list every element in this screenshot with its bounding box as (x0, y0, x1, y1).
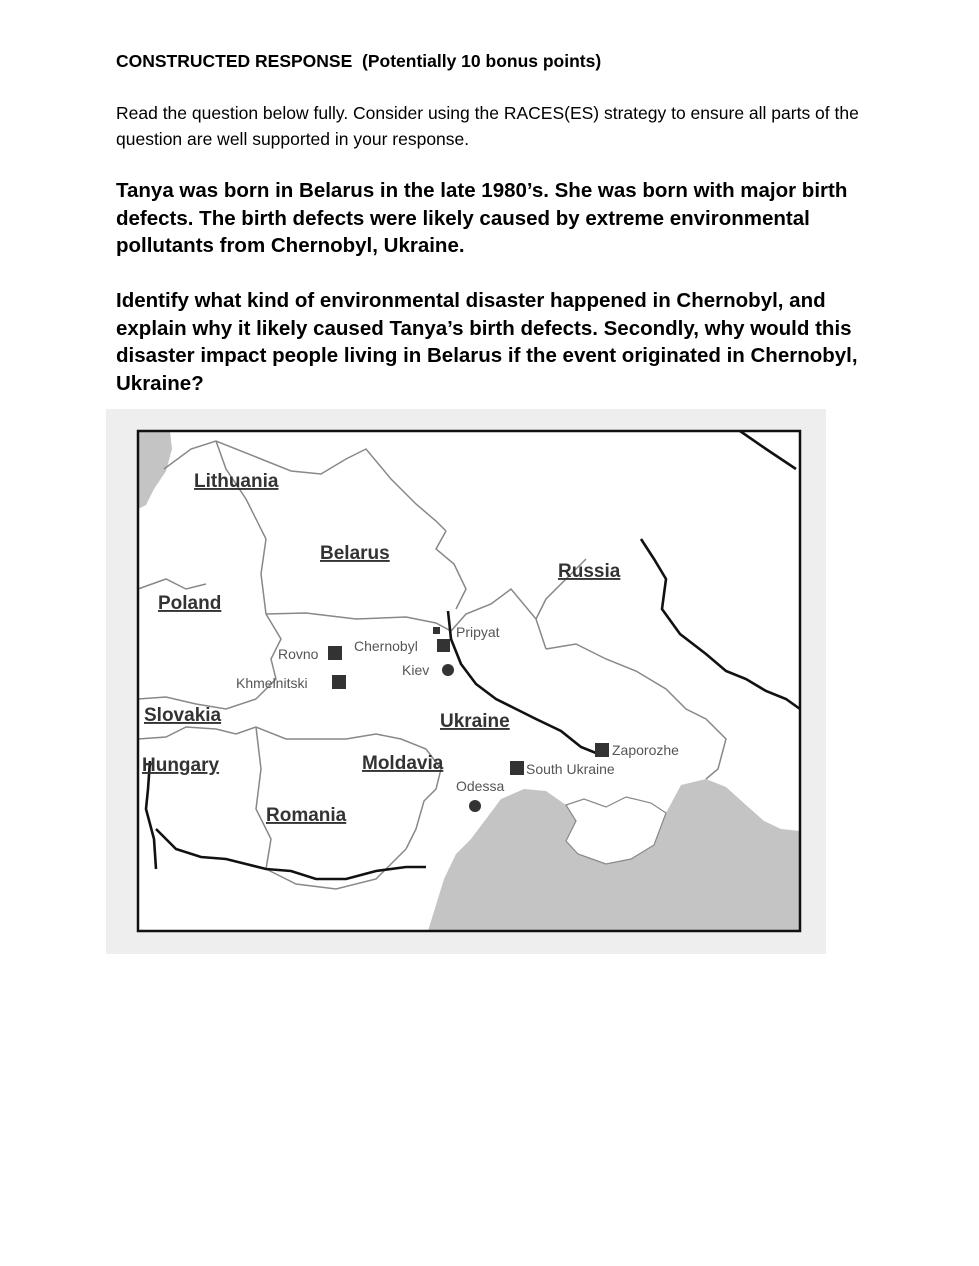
label-romania: Romania (266, 805, 347, 826)
question-scenario: Tanya was born in Belarus in the late 1980’s. She was born with major birth defects. The birth defects were likely caused by extreme environmental pollutants from Chernobyl, Ukraine. (116, 179, 848, 257)
label-chernobyl: Chernobyl (354, 638, 418, 654)
zaporozhe-marker (595, 743, 609, 757)
label-belarus: Belarus (320, 543, 390, 564)
map-svg (106, 409, 826, 954)
label-russia: Russia (558, 561, 621, 582)
question-prompt: Identify what kind of environmental disaster happened in Chernobyl, and explain why it likely caused Tanya’s birth defects. Secondly, why would this disaster impact people living in Belarus if the event originated in Chernobyl, Ukraine? (116, 289, 858, 395)
instructions-text: Read the question below fully. Consider using the RACES(ES) strategy to ensure all parts of the question are well supported in your response. (116, 103, 859, 149)
label-poland: Poland (158, 593, 222, 614)
map-figure (106, 409, 826, 954)
label-pripyat: Pripyat (456, 624, 500, 640)
kiev-marker (442, 664, 454, 676)
label-lithuania: Lithuania (194, 471, 279, 492)
pripyat-marker (433, 627, 440, 634)
label-south-ukraine: South Ukraine (526, 761, 615, 777)
label-khmelnitski: Khmelnitski (236, 675, 308, 691)
label-zaporozhe: Zaporozhe (612, 742, 679, 758)
label-hungary: Hungary (142, 755, 220, 776)
label-rovno: Rovno (278, 646, 319, 662)
odessa-marker (469, 800, 481, 812)
rovno-marker (328, 646, 342, 660)
page-heading: CONSTRUCTED RESPONSE (Potentially 10 bonus points) (116, 51, 602, 71)
label-slovakia: Slovakia (144, 705, 222, 726)
label-moldavia: Moldavia (362, 753, 444, 774)
khmelnitski-marker (332, 675, 346, 689)
label-odessa: Odessa (456, 778, 505, 794)
label-kiev: Kiev (402, 662, 430, 678)
label-ukraine: Ukraine (440, 711, 510, 732)
chernobyl-marker (437, 639, 450, 652)
south-ukraine-marker (510, 761, 524, 775)
